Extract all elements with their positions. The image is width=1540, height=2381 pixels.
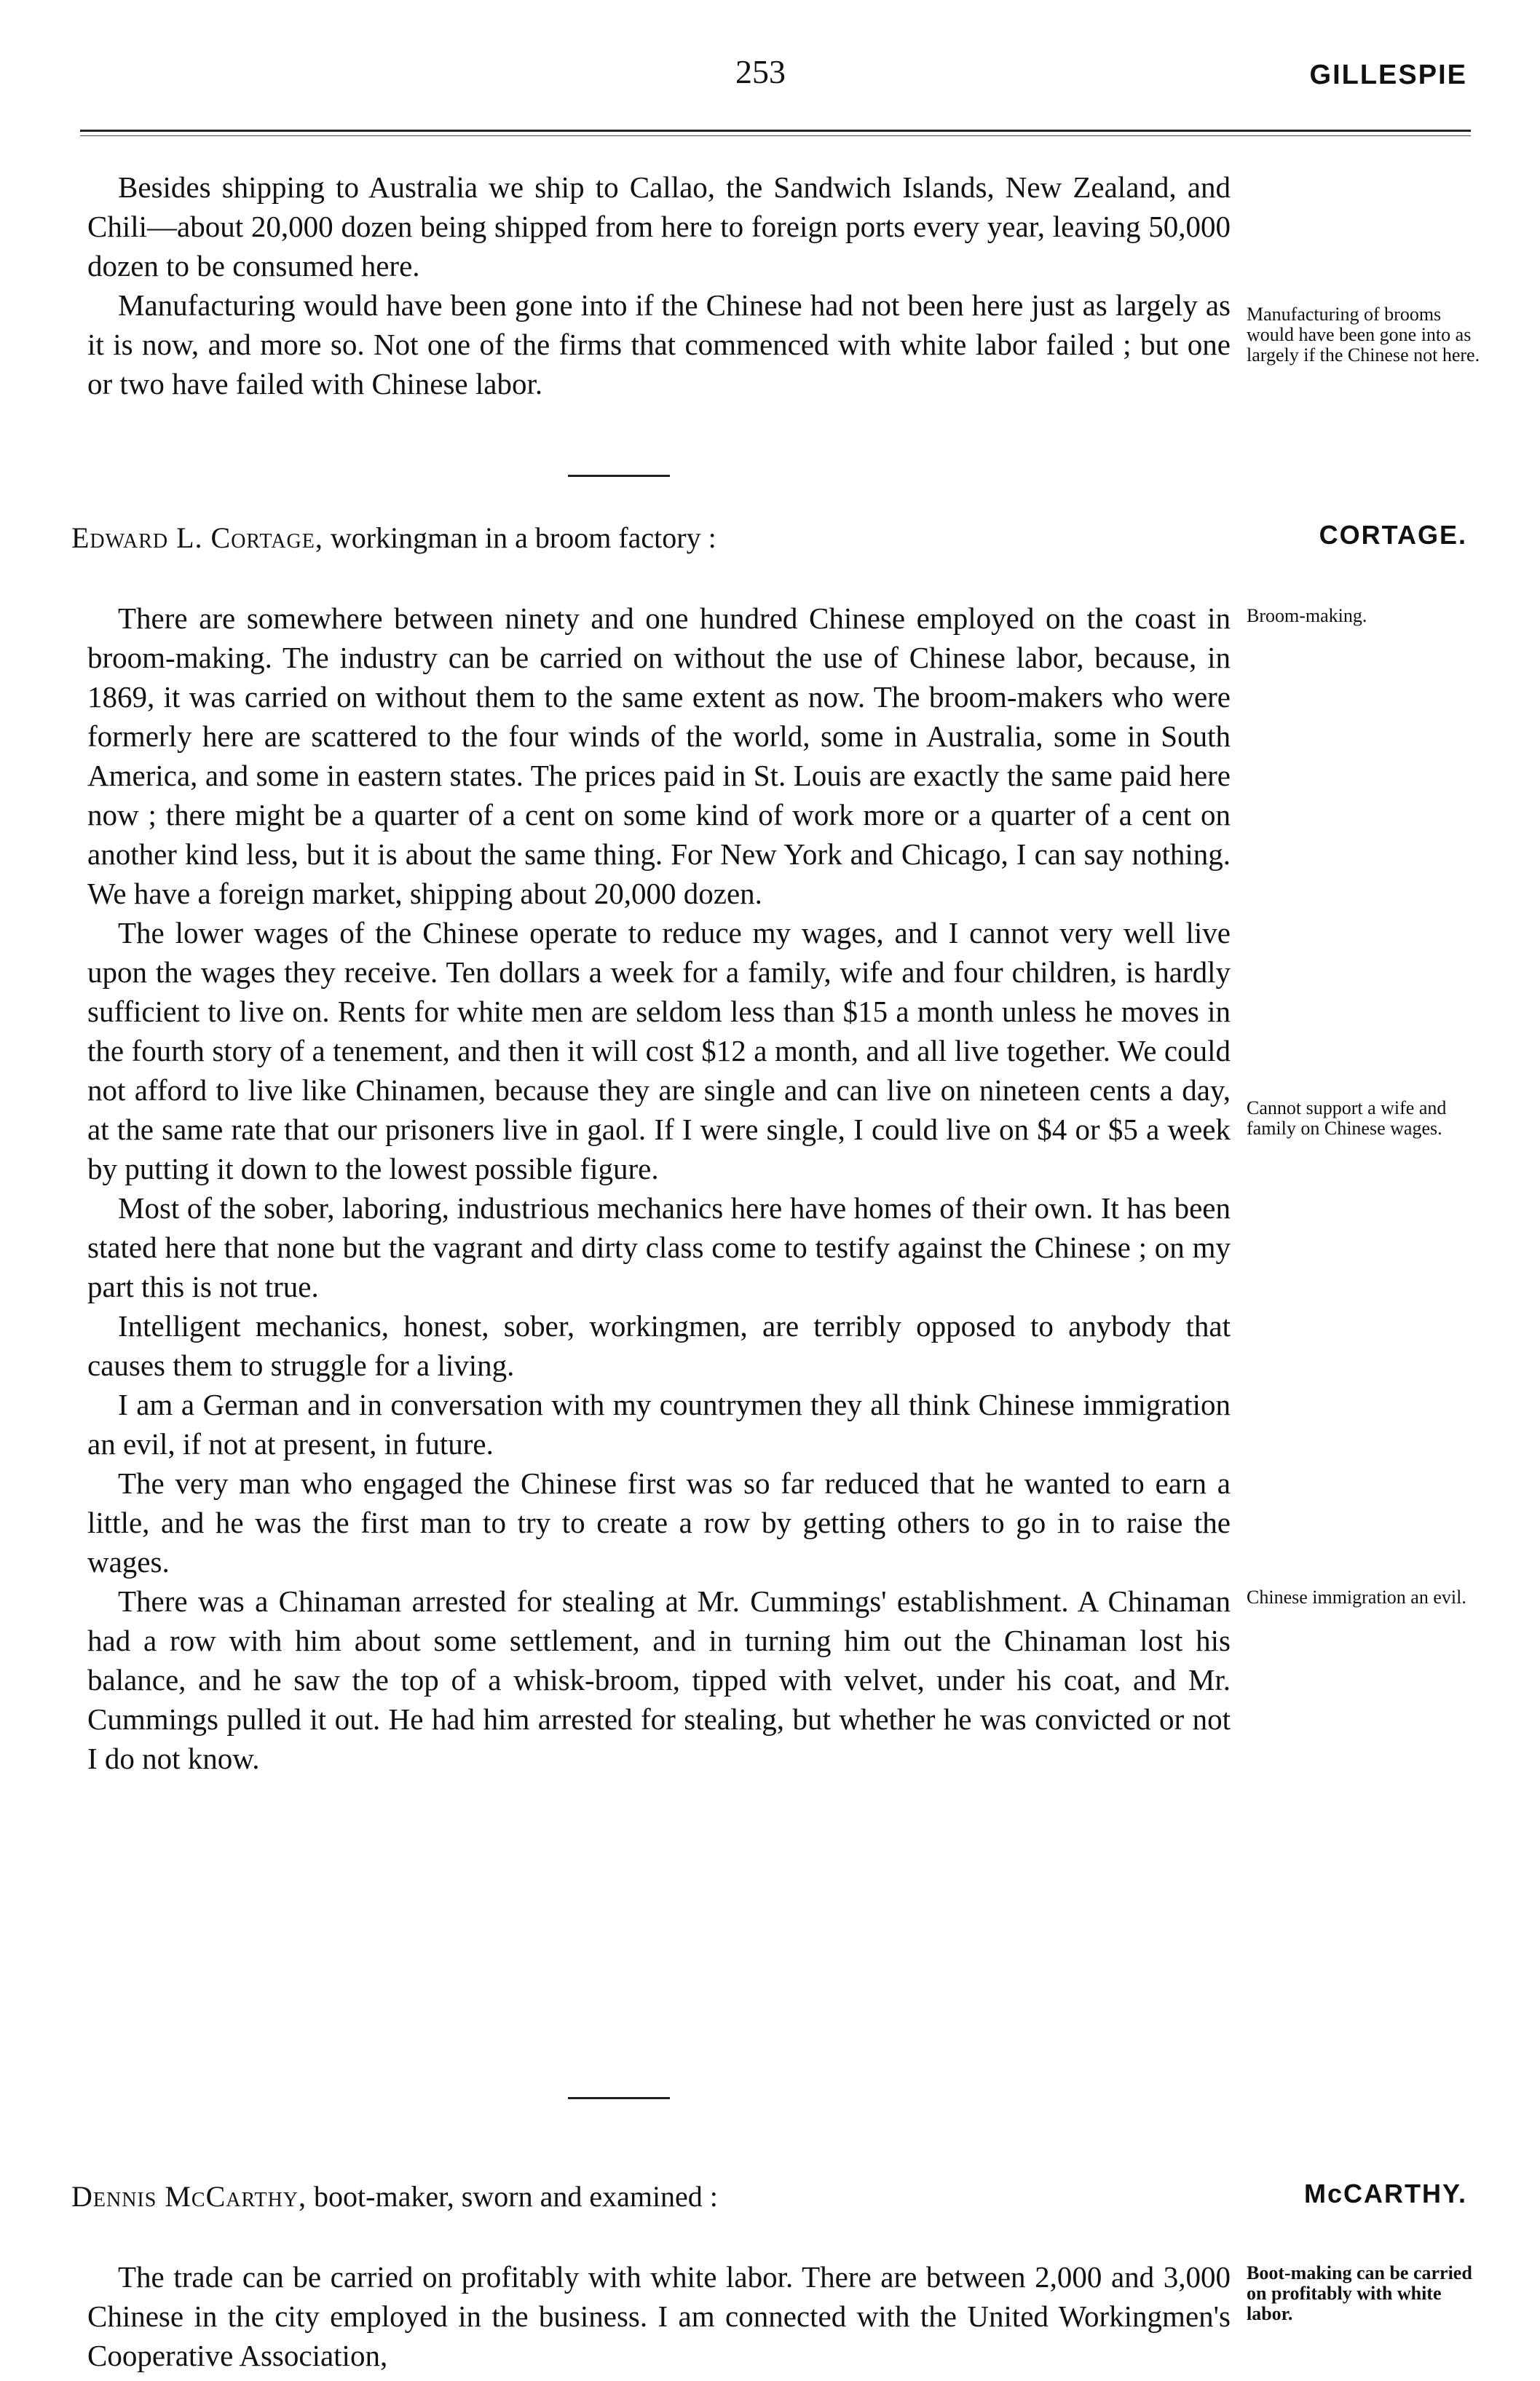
margin-note-immigration: Chinese immigration an evil. [1247,1587,1466,1608]
paragraph: Manufacturing would have been gone into if the Chinese had not been here just as largely as it is now, and more so. Not one of the firms that commenced with white labor failed ; but one or two have failed with Chinese labor. [87,288,1231,400]
paragraph: The very man who engaged the Chinese first was so far reduced that he wanted to earn a little, and he was the first man to try to create a row by getting others to go in to raise the wages. [87,1466,1231,1579]
section-divider [568,2097,670,2099]
speaker-description: workingman in a broom factory : [323,521,716,554]
page-number: 253 [735,53,786,90]
margin-note-manufacturing: Manufacturing of brooms would have been gone into as largely if the Chinese not here. [1247,304,1480,366]
margin-note-boot-making: Boot-making can be carried on profitably with white labor. [1247,2262,1472,2324]
section-1-text [87,167,1231,403]
speaker-line-mccarthy [71,2177,1207,2216]
paragraph: I am a German and in conversation with my countrymen they all think Chinese immigration an evil, if not at present, in future. [87,1388,1231,1461]
margin-note-broom-making: Broom-making. [1247,605,1367,626]
header-rule [80,130,1471,132]
paragraph: The lower wages of the Chinese operate to reduce my wages, and I cannot very well live upon the wages they receive. Ten dollars a week for a family, wife and four children, is hardly sufficient to live on. Rents for white men are seldom less than $15 a month unless he moves in the fourth story of a tenement, and then it will cost $12 a month, and all live together. We could not afford to live like Chinamen, because they are single and can live on nineteen cents a day, at the same rate that our prisoners live in gaol. If I were single, I could live on $4 or $5 a week by putting it down to the lowest possible figure. [87,916,1231,1185]
speaker-description: boot-maker, sworn and examined : [307,2180,718,2213]
paragraph: There are somewhere between ninety and one hundred Chinese employed on the coast in broom-making. The industry can be carried on without the use of Chinese labor, because, in 1869, it was carried on without them to the same extent as now. The broom-makers who were formerly here are scattered to the four winds of the world, some in Australia, some in South America, and some in eastern states. The prices paid in St. Louis are exactly the same paid here now ; there might be a quarter of a cent on some kind of work more or a quarter of a cent on another kind less, but it is about the same thing. For New York and Chicago, I can say nothing. We have a foreign market, shipping about 20,000 dozen. [87,601,1231,910]
running-head: GILLESPIE [1309,60,1467,90]
surname-heading-mccarthy: McCARTHY. [1303,2179,1467,2208]
paragraph: The trade can be carried on profitably with white labor. There are between 2,000 and 3,000 Chinese in the city employed in the business. I am connected with the United Workingmen's Cooperative Association, [87,2260,1231,2372]
paragraph: Intelligent mechanics, honest, sober, workingmen, are terribly opposed to anybody that causes them to struggle for a living. [87,1309,1231,1382]
paragraph: Most of the sober, laboring, industrious mechanics here have homes of their own. It has been stated here that none but the vagrant and dirty class come to testify against the Chinese ; on my part this is not true. [87,1191,1231,1303]
surname-heading-cortage: CORTAGE. [1319,520,1467,550]
speaker-name: Edward L. Cortage, [71,521,323,554]
margin-note-wages: Cannot support a wife and family on Chinese wages. [1247,1097,1447,1139]
paragraph: Besides shipping to Australia we ship to Callao, the Sandwich Islands, New Zealand, and Chili—about 20,000 dozen being shipped from here to foreign ports every year, leaving 50,000 dozen to be consumed here. [87,170,1231,283]
speaker-line-cortage [71,518,1207,558]
speaker-name: Dennis McCarthy, [71,2180,307,2213]
paragraph: There was a Chinaman arrested for stealing at Mr. Cummings' establishment. A Chinaman had a row with him about some settlement, and in turning him out the Chinaman lost his balance, and he saw the top of a whisk-broom, tipped with velvet, under his coat, and Mr. Cummings pulled it out. He had him arrested for stealing, but whether he was convicted or not I do not know. [87,1584,1231,1775]
section-2-text [87,599,1231,1778]
section-3-text [87,2257,1231,2375]
section-divider [568,475,670,477]
header-rule-thin [80,135,1471,136]
page-header [0,52,1540,96]
